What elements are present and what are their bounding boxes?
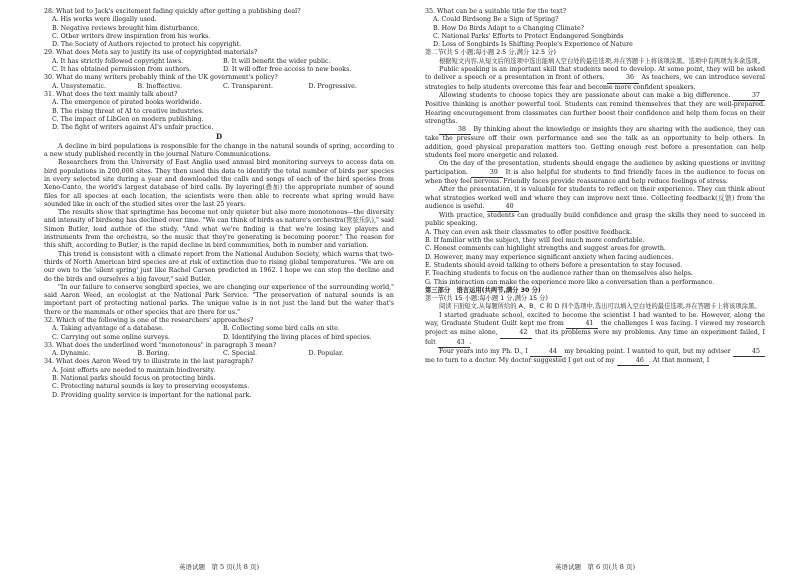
passage-paragraph: On the day of the presentation, students should engage the audience by asking questions or inviting participation. 39 It is also helpful for students to find friendly faces in the audience to focus on when they feel nervous. Friendly faces provide reassurance and help reduce feelings of stress. bbox=[425, 160, 765, 185]
option: C. Protecting natural sounds is key to preserving ecosystems. bbox=[52, 383, 250, 391]
option: B. Collecting some bird calls on site. bbox=[223, 325, 340, 333]
blank-45: 45 bbox=[733, 348, 765, 357]
option: A. Joint efforts are needed to maintain biodiversity. bbox=[52, 366, 216, 374]
option: B. Ineffective. bbox=[137, 82, 182, 90]
instructions: 根据短文内容,从短文后的选项中选出能填入空白处的最佳选项,并在答题卡上将该项涂黑。选项中有两项为多余选项。 bbox=[439, 57, 765, 65]
passage-paragraph: With practice, students can gradually build confidence and grasp the skills they need to succeed in public speaking. bbox=[425, 212, 765, 228]
option: A. Taking advantage of a database. bbox=[52, 325, 164, 333]
part-heading: 第三部分 语言运用(共两节,满分 30 分) bbox=[425, 286, 541, 294]
section-heading: 第二节(共 5 小题;每小题 2.5 分,满分 12.5 分) bbox=[425, 49, 556, 57]
question-stem: 28. What led to Jack's excitement fading quickly after getting a publishing deal? bbox=[44, 8, 301, 15]
question-stem: 32. Which of the following is one of the researchers' approaches? bbox=[44, 316, 254, 324]
section-heading: 第一节(共 15 小题;每小题 1 分,满分 15 分) bbox=[425, 295, 548, 303]
question-stem: 35. What can be a suitable title for the text? bbox=[425, 8, 567, 15]
option: A. Unsystematic. bbox=[52, 82, 106, 90]
option: G. This interaction can make the experience more like a conversation than a performance. bbox=[425, 278, 715, 286]
option: C. The impact of LibGen on modern publishing. bbox=[52, 115, 204, 123]
page-6 bbox=[425, 0, 765, 579]
option: D. Providing quality service is important for the national park. bbox=[52, 391, 252, 399]
section-heading: D bbox=[215, 132, 223, 142]
page-footer: 英语试题 第 5 页(共 8 页) bbox=[178, 562, 260, 571]
passage-paragraph: Four years into my Ph. D., I 44 my breaking point. I wanted to quit, but my adviser 45 me to turn to a doctor. My doctor suggested I get out of my 46 . At that moment, I bbox=[425, 348, 765, 367]
option: C. Carrying out some online surveys. bbox=[52, 333, 170, 341]
blank-41: 41 bbox=[566, 320, 598, 329]
option: A. Could Birdsong Be a Sign of Spring? bbox=[433, 16, 559, 24]
question-stem: 31. What does the text mainly talk about? bbox=[44, 90, 178, 98]
option: A. Dynamic. bbox=[52, 350, 91, 358]
option: D. However, many may experience significant anxiety when facing audiences. bbox=[425, 253, 674, 261]
option: C. Transparent. bbox=[223, 82, 273, 90]
passage-paragraph: The results show that springtime has become not only quieter but also more monotonous—the diversity and intensity of birdsong has declined over time. "We can think of birds as nature's orchestra(管弦乐队)," said Simon Butler, lead author of the study. "And what we're finding is that we're losing key players and instruments from the orchestra, so the music that they're generating is becoming poorer." The reason for this shift, according to Butler, is the rapid decline in bird communities, both in number and variation. bbox=[44, 209, 394, 250]
option: B. It will benefit the wider public. bbox=[223, 57, 331, 65]
option: A. The emergence of pirated books worldwide. bbox=[52, 99, 202, 107]
option-row bbox=[52, 83, 394, 91]
option: F. Teaching students to focus on the audience rather than on themselves also helps. bbox=[425, 270, 693, 278]
option: B. National parks should focus on protecting birds. bbox=[52, 375, 216, 383]
option: D. Identifying the living places of bird species. bbox=[223, 333, 372, 341]
option: C. It has obtained permission from authors. bbox=[52, 66, 192, 74]
passage-paragraph: Allowing students to choose topics they are passionate about can make a big difference. 37 Positive thinking is another powerful tool. Students can remind themselves that they are well-prepared. Hearing encouragement from classmates can further boost their confidence and help them focus on their strengths. bbox=[425, 91, 765, 125]
passage-paragraph: "In our failure to conserve songbird species, we are changing our experience of the surrounding world," said Aaron Weed, an ecologist at the National Park Service. "The preservation of natural sounds is an important part of protecting national parks. The unique value is in not just the land but the water that's there or the mammals or other species that are there for us." bbox=[44, 283, 394, 316]
passage-paragraph: Public speaking is an important skill that students need to develop. At some point, they will be asked to deliver a speech or a presentation in front of others. 36 As teachers, we can introduce several strategies to help students overcome this fear and become more confident speakers. bbox=[425, 66, 765, 91]
option-row bbox=[52, 325, 394, 333]
option: B. How Do Birds Adapt to a Changing Climate? bbox=[433, 24, 585, 32]
option: B. The rising threat of AI to creative industries. bbox=[52, 107, 204, 115]
option: D. The fight of writers against AI's unfair practice. bbox=[52, 124, 214, 132]
option: B. If familiar with the subject, they will feel much more comfortable. bbox=[425, 237, 645, 245]
option: A. His works were illegally used. bbox=[52, 16, 157, 24]
passage-paragraph: After the presentation, it is valuable for students to reflect on their experience. They can think about what strategies worked well and where they can improve next time. Collecting feedback(反馈) from the audience is useful. 40 bbox=[425, 186, 765, 212]
passage-paragraph: This trend is consistent with a climate report from the National Audubon Society, which warns that two-thirds of North American bird species are at risk of extinction due to rising global temperatures. "We are on our own to the 'silent spring' just like Rachel Carson predicted in 1962. I hope we can stop the decline and do the birds and ourselves a big favour," said Butler. bbox=[44, 250, 394, 283]
option-row bbox=[52, 350, 394, 358]
blank-46: 46 bbox=[617, 357, 649, 366]
instructions: 阅读下面短文,从每题所给的 A、B、C 和 D 四个选项中,选出可以填入空白处的最佳选项,并在答题卡上将该项涂黑。 bbox=[439, 303, 761, 311]
page-5 bbox=[44, 0, 394, 579]
option: B. Boring. bbox=[137, 350, 170, 358]
blank-38: 38 bbox=[439, 126, 471, 135]
option: D. Loss of Songbirds Is Shifting People's Experience of Nature bbox=[433, 41, 633, 49]
blank-36: 36 bbox=[607, 74, 639, 83]
passage-paragraph: 38 By thinking about the knowledge or insights they are sharing with the audience, they can take the pressure off their own performance and see the talk as an opportunity to help others. In addition, good physical preparation matters too. Getting enough rest before a presentation can help students feel more energetic and relaxed. bbox=[425, 126, 765, 160]
passage-paragraph: I started graduate school, excited to become the scientist I had wanted to be. However, along the way, Graduate Student Guilt kept me from 41 the challenges I was facing. I viewed my research project as mine alone, 42 that its problems were my problems. Any time an experiment failed, I felt 43 . bbox=[425, 312, 765, 348]
passage-paragraph: A decline in bird populations is responsible for the change in the natural sounds of spring, according to a new study published recently in the journal Nature Communications. bbox=[44, 142, 394, 159]
question-stem: 34. What does Aaron Weed try to illustrate in the last paragraph? bbox=[44, 358, 254, 366]
left-column bbox=[44, 0, 394, 400]
question-stem: 33. What does the underlined word "monotonous" in paragraph 3 mean? bbox=[44, 341, 277, 349]
blank-37: 37 bbox=[733, 92, 765, 101]
blank-39: 39 bbox=[471, 169, 503, 178]
question-stem: 30. What do many writers probably think of the UK government's policy? bbox=[44, 74, 278, 82]
option: B. Negative reviews brought him disturbance. bbox=[52, 24, 200, 32]
page-footer: 英语试题 第 6 页(共 8 页) bbox=[554, 562, 636, 571]
passage-paragraph: Researchers from the University of East Anglia used annual bird monitoring surveys to access data on bird populations in 200,000 sites. They then used this data to identify the total number of birds per species in every selected site during a year and downloaded the calls and songs of each of the bird species from Xeno-Canto, the world's largest database of bird calls. By layering(叠加) the appropriate number of sound files for all species at each location, the scientists were then able to recreate what spring would have sounded like in each of the studied sites over the last 25 years. bbox=[44, 159, 394, 208]
option: A. It has strictly followed copyright laws. bbox=[52, 57, 184, 65]
option: D. It will offer free access to new books. bbox=[223, 66, 352, 74]
question-stem: 29. What does Meta say to justify its use of copyrighted materials? bbox=[44, 49, 258, 57]
option: C. National Parks' Efforts to Protect Endangered Songbirds bbox=[433, 32, 624, 40]
option: C. Honest comments can highlight strengths and suggest areas for growth. bbox=[425, 245, 666, 253]
option-row bbox=[52, 334, 394, 342]
right-column bbox=[425, 0, 765, 366]
option: C. Other writers drew inspiration from his works. bbox=[52, 32, 211, 40]
blank-43: 43 bbox=[438, 339, 470, 348]
option: D. Popular. bbox=[308, 350, 344, 358]
option: C. Special. bbox=[223, 350, 257, 358]
option-row bbox=[52, 58, 394, 66]
option: D. The Society of Authors rejected to protect his copyright. bbox=[52, 41, 242, 49]
option-row bbox=[52, 66, 394, 74]
option: E. Students should avoid talking to others before a presentation to stay focused. bbox=[425, 261, 683, 269]
blank-40: 40 bbox=[487, 203, 519, 212]
blank-42: 42 bbox=[500, 329, 532, 338]
option: A. They can even ask their classmates to offer positive feedback. bbox=[425, 228, 632, 236]
blank-44: 44 bbox=[530, 348, 562, 357]
option: D. Progressive. bbox=[308, 82, 357, 90]
